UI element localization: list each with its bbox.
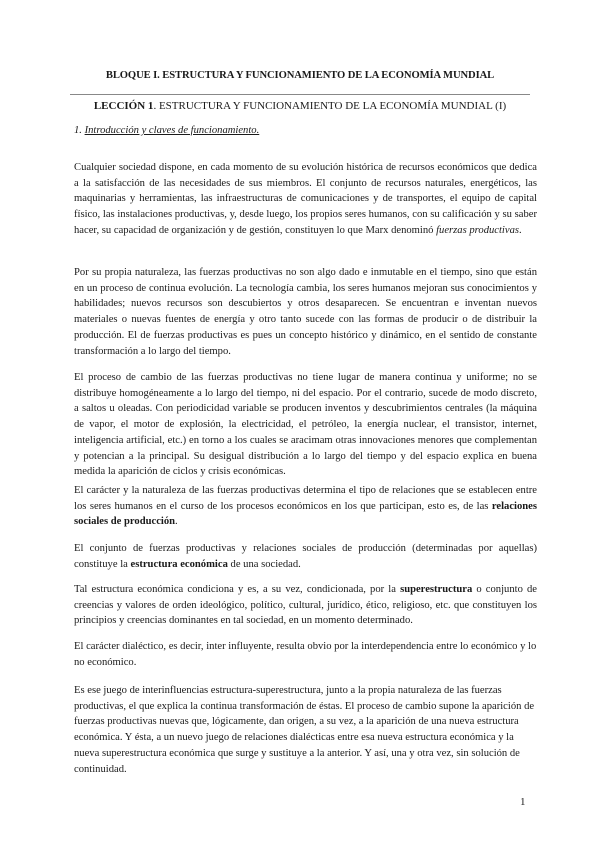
- paragraph-5-term: estructura económica: [130, 558, 228, 570]
- lesson-title-text: . ESTRUCTURA Y FUNCIONAMIENTO DE LA ECONOMÍA MUNDIAL (I): [153, 100, 507, 112]
- section-title: Introducción y claves de funcionamiento.: [84, 125, 260, 136]
- paragraph-4-term: relaciones sociales de producción: [74, 500, 537, 528]
- title-divider: [70, 94, 530, 95]
- paragraph-4-text: El carácter y la naturaleza de las fuerzas productivas determina el tipo de relaciones que se establecen entre los seres humanos en el curso de los procesos económicos en los que participan, esto es, de las: [74, 485, 537, 512]
- paragraph-8: Es ese juego de interinfluencias estructura-superestructura, junto a la propia naturaleza de las fuerzas productivas, el que explica la continua transformación de éstas. El proceso de cambio supone la aparición de fuerzas productivas nuevas que, lógicamente, dan origen, a su vez, a la aparición de una nueva estructura económica. Y ésta, a un nuevo juego de relaciones dialécticas entre esa nueva estructura económica y la nueva superestructura económica que surge y sustituye a la anterior. Y así, una y otra vez, sin solución de continuidad.: [74, 685, 535, 775]
- paragraph-6-text: Tal estructura económica condiciona y es, a su vez, condicionada, por la: [74, 584, 401, 595]
- section-heading: [74, 125, 259, 136]
- paragraph-4: [74, 483, 537, 530]
- paragraph-5-end: de una sociedad.: [227, 558, 301, 570]
- page-number: 1: [520, 796, 526, 808]
- section-number: 1.: [74, 125, 85, 136]
- lesson-title: [70, 100, 530, 112]
- paragraph-6: [74, 582, 537, 629]
- paragraph-5-text: El conjunto de fuerzas productivas y relaciones sociales de producción (determinadas por aquellas) constituye la: [74, 543, 537, 570]
- paragraph-1-text: Cualquier sociedad dispone, en cada momento de su evolución histórica de recursos económicos que dedica a la satisfacción de las necesidades de sus miembros. El conjunto de recursos naturales, energéticos, las maquinarias y herramientas, las infraestructuras de comunicaciones y de transportes, el equipo de capital físico, las instalaciones productivas, y, desde luego, los propios seres humanos, con su calificación y su saber hacer, su capacidad de organización y de gestión, constituyen lo que Marx denominó: [74, 162, 537, 236]
- paragraph-7: El carácter dialéctico, es decir, inter influyente, resulta obvio por la interdependencia entre lo económico y lo no económico.: [74, 641, 537, 668]
- paragraph-2: Por su propia naturaleza, las fuerzas productivas no son algo dado e inmutable en el tiempo, sino que están en un proceso de continua evolución. La tecnología cambia, los seres humanos mejoran sus conocimientos y habilidades; nuevos recursos son descubiertos y otros desaparecen. Se encuentran e inventan nuevos materiales o nuevas fuentes de energía y otro tanto sucede con las formas de producir o de distribuir la producción. El de fuerzas productivas es pues un concepto histórico y dinámico, en el sentido de constante transformación a lo largo del tiempo.: [74, 267, 537, 357]
- paragraph-3: El proceso de cambio de las fuerzas productivas no tiene lugar de manera continua y uniforme; no se distribuye homogéneamente a lo largo del tiempo, ni del espacio. Por el contrario, sucede de modo discreto, a saltos u oleadas. Con periodicidad variable se producen inventos y descubrimientos centrales (la máquina de vapor, el motor de explosión, la electricidad, el petróleo, la energía nuclear, el transistor, internet, inteligencia artificial, etc.) en torno a los cuales se aracimam otras innovaciones menores que complementan y potencian a la principal. Su desigual distribución a lo largo del tiempo y del espacio explica en buena medida la aparición de ciclos y crisis económicas.: [74, 372, 537, 478]
- paragraph-6-term: superestructura: [400, 584, 473, 595]
- paragraph-4-end: .: [175, 516, 178, 528]
- paragraph-1: [74, 160, 537, 239]
- paragraph-1-end: .: [519, 224, 522, 236]
- lesson-number: LECCIÓN 1: [93, 100, 154, 112]
- paragraph-6-end: o conjunto de creencias y valores de orden ideológico, político, cultural, jurídico, ético, religioso, etc. que constituyen los principios y creencias dominantes en tal sociedad, en un momento determinado.: [74, 584, 537, 627]
- paragraph-1-term: fuerzas productivas: [436, 224, 519, 236]
- bloque-title: BLOQUE I. ESTRUCTURA Y FUNCIONAMIENTO DE LA ECONOMÍA MUNDIAL: [105, 70, 495, 81]
- paragraph-5: [74, 541, 537, 572]
